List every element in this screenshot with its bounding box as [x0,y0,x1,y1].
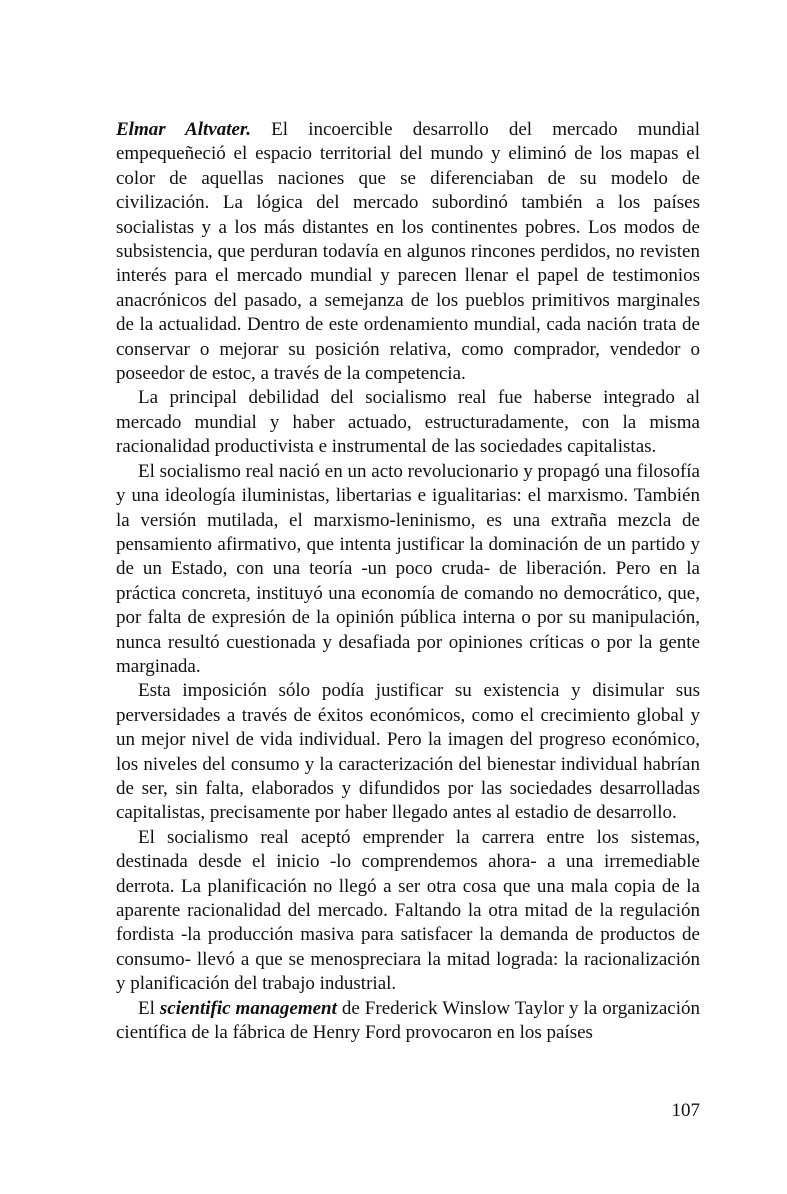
paragraph-3: El socialismo real nació en un acto revolucionario y propagó una filosofía y una ideología iluministas, libertarias e igualitarias: el marxismo. También la versión mutilada, el marxismo-leninismo, es una extraña mezcla de pensamiento afirmativo, que intenta justificar la dominación de un partido y de un Estado, con una teoría -un poco cruda- de liberación. Pero en la práctica concreta, instituyó una economía de comando no democrático, que, por falta de expresión de la opinión pública interna o por su manipulación, nunca resultó cuestionada y desafiada por opiniones críticas o por la gente marginada. [116,460,700,677]
paragraph-2: La principal debilidad del socialismo real fue haberse integrado al mercado mundial y haber actuado, estructuradamente, con la misma racionalidad productivista e instrumental de las sociedades capitalistas. [116,387,700,458]
paragraph-4: Esta imposición sólo podía justificar su existencia y disimular sus perversidades a través de éxitos económicos, como el crecimiento global y un mejor nivel de vida individual. Pero la imagen del progreso económico, los niveles del consumo y la caracterización del bienestar individual habrían de ser, sin falta, elaborados y difundidos por las sociedades desarrolladas capitalistas, precisamente por haber llegado antes al estadio de desarrollo. [116,680,700,824]
scientific-management-term: scientific management [159,997,337,1019]
author-name: Elmar Altvater. [116,119,252,140]
paragraph-5: El socialismo real aceptó emprender la carrera entre los sistemas, destinada desde el inicio -lo comprendemos ahora- a una irremediable derrota. La planificación no llegó a ser otra cosa que una mala copia de la aparente racionalidad del mercado. Faltando la otra mitad de la regulación fordista -la producción masiva para satisfacer la demanda de productos de consumo- llevó a que se menospreciara la mitad lograda: la racionalización y planificación del trabajo industrial. [116,826,700,995]
page-number: 107 [671,1100,700,1121]
document-page [116,118,700,1045]
paragraph-1 [116,118,700,386]
paragraph-1-text: El incoercible desarrollo del mercado mundial empequeñeció el espacio territorial del mundo y eliminó de los mapas el color de aquellas naciones que se diferenciaban de su modelo de civilización. La lógica del mercado subordinó también a los países socialistas y a los más distantes en los continentes pobres. Los modos de subsistencia, que perduran todavía en algunos rincones perdidos, no revisten interés para el mercado mundial y parecen llenar el papel de testimonios anacrónicos del pasado, a semejanza de los pueblos primitivos marginales de la actualidad. Dentro de este ordenamiento mundial, cada nación trata de conservar o mejorar su posición relativa, como comprador, vendedor o poseedor de estoc, a través de la competencia. [116,119,701,385]
paragraph-6 [116,997,700,1046]
paragraph-6-text: de Frederick Winslow Taylor y la organización científica de la fábrica de Henry Ford provocaron en los países [116,997,700,1044]
paragraph-6-lead: El [138,997,160,1019]
